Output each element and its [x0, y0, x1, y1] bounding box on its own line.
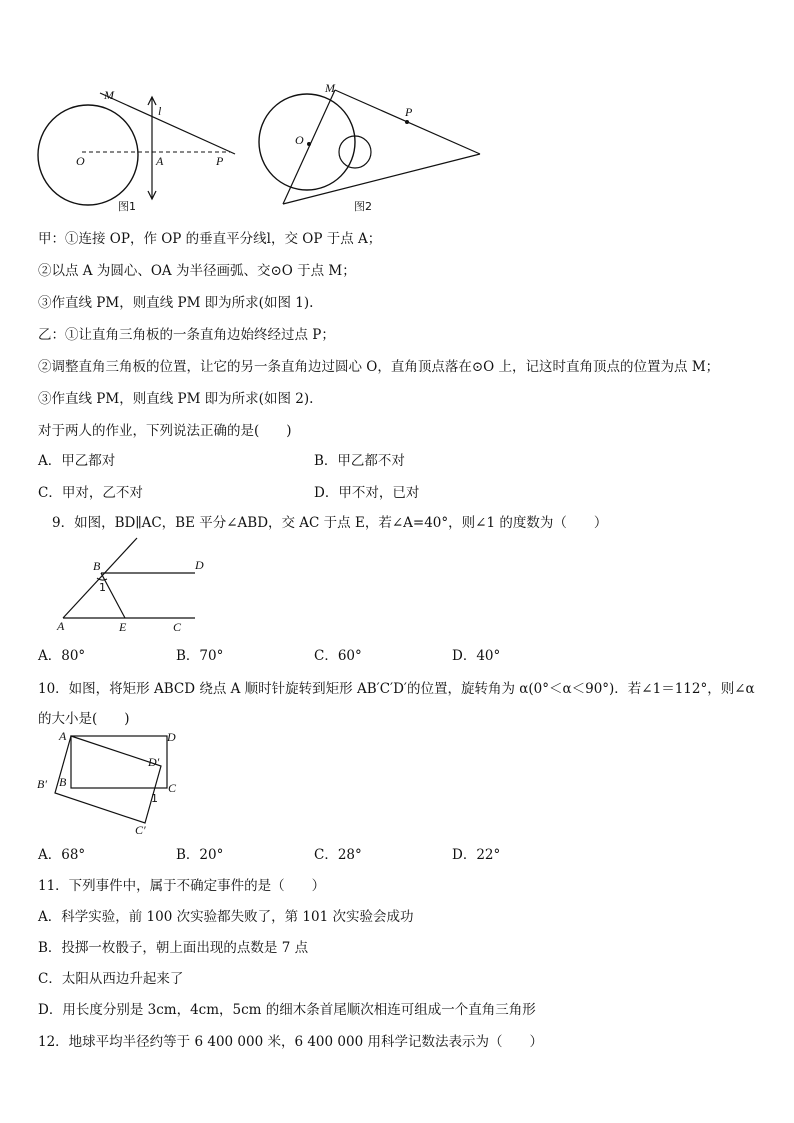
- point-o: [307, 142, 311, 146]
- q8-option-b: B．甲乙都不对: [314, 453, 405, 469]
- q10-question-line2: 的大小是( ): [38, 711, 130, 727]
- line-om: [283, 90, 335, 204]
- label-l: l: [158, 104, 162, 118]
- figure-1: [30, 85, 250, 215]
- q10-option-d: D．22°: [452, 847, 501, 863]
- label-dp-q10: D′: [148, 755, 160, 769]
- label-p: P: [216, 154, 224, 168]
- text-yi-3: ③作直线 PM，则直线 PM 即为所求(如图 2).: [38, 391, 314, 407]
- label-1-q10: 1: [151, 792, 158, 805]
- label-o: O: [76, 154, 85, 168]
- label-c-q10: C: [168, 781, 177, 795]
- q8-option-c: C．甲对，乙不对: [38, 485, 143, 501]
- label-d-q9: D: [195, 558, 204, 572]
- q9-option-b: B．70°: [176, 648, 224, 664]
- circle-o: [38, 105, 138, 205]
- label-a-q9: A: [57, 619, 65, 633]
- q12-question: 12．地球平均半径约等于 6 400 000 米，6 400 000 用科学记数法表示为（ ）: [38, 1034, 543, 1050]
- text-jia-2: ②以点 A 为圆心、OA 为半径画弧、交⊙O 于点 M；: [38, 263, 356, 279]
- q11-option-c: C．太阳从西边升起来了: [38, 971, 184, 987]
- label-m-fig2: M: [325, 81, 335, 95]
- caption-fig1: 图1: [118, 200, 136, 213]
- label-a: A: [156, 154, 164, 168]
- point-p: [405, 120, 409, 124]
- label-a-q10: A: [59, 729, 67, 743]
- line-pm: [100, 93, 235, 154]
- label-o-fig2: O: [295, 133, 304, 147]
- label-bp-q10: B′: [37, 777, 47, 791]
- q11-option-d: D．用长度分别是 3cm，4cm，5cm 的细木条首尾顺次相连可组成一个直角三角形: [38, 1002, 536, 1018]
- q8-option-d: D．甲不对，已对: [314, 485, 420, 501]
- line-base: [283, 154, 480, 204]
- text-yi-1: 乙：①让直角三角板的一条直角边始终经过点 P；: [38, 327, 335, 343]
- label-1-q9: 1: [99, 581, 106, 594]
- text-jia-3: ③作直线 PM，则直线 PM 即为所求(如图 1).: [38, 295, 314, 311]
- caption-fig2: 图2: [354, 200, 372, 213]
- label-p-fig2: P: [405, 105, 413, 119]
- figure-q9: [55, 538, 215, 638]
- q11-option-b: B．投掷一枚骰子，朝上面出现的点数是 7 点: [38, 940, 309, 956]
- q9-question: 9．如图，BD∥AC，BE 平分∠ABD，交 AC 于点 E，若∠A=40°，则∠1 的度数为（ ）: [52, 515, 608, 531]
- label-b-q9: B: [93, 559, 101, 573]
- label-d-q10: D: [167, 730, 176, 744]
- q9-option-c: C．60°: [314, 648, 362, 664]
- figure-2: [255, 82, 495, 217]
- figure-q10: [35, 728, 195, 838]
- label-c-q9: C: [173, 620, 182, 634]
- q10-question-line1: 10．如图，将矩形 ABCD 绕点 A 顺时针旋转到矩形 AB′C′D′的位置，旋转角为 α(0°＜α＜90°)．若∠1＝112°，则∠α: [38, 681, 755, 697]
- q10-option-c: C．28°: [314, 847, 362, 863]
- text-yi-2: ②调整直角三角板的位置，让它的另一条直角边过圆心 O，直角顶点落在⊙O 上，记这时直角顶点的位置为点 M；: [38, 359, 720, 375]
- label-b-q10: B: [59, 775, 67, 789]
- circle-o-fig2: [259, 94, 355, 190]
- line-ray-ab: [63, 538, 137, 618]
- q9-option-d: D．40°: [452, 648, 501, 664]
- q8-question: 对于两人的作业，下列说法正确的是( ): [38, 423, 292, 439]
- label-e-q9: E: [119, 620, 127, 634]
- q10-option-b: B．20°: [176, 847, 224, 863]
- q8-option-a: A．甲乙都对: [38, 453, 116, 469]
- label-m: M: [104, 88, 114, 102]
- label-cp-q10: C′: [135, 823, 146, 837]
- q9-option-a: A．80°: [38, 648, 86, 664]
- q11-option-a: A．科学实验，前 100 次实验都失败了，第 101 次实验会成功: [38, 909, 414, 925]
- q10-option-a: A．68°: [38, 847, 86, 863]
- text-jia-1: 甲：①连接 OP，作 OP 的垂直平分线l，交 OP 于点 A；: [38, 231, 382, 247]
- q11-question: 11．下列事件中，属于不确定事件的是（ ）: [38, 878, 326, 894]
